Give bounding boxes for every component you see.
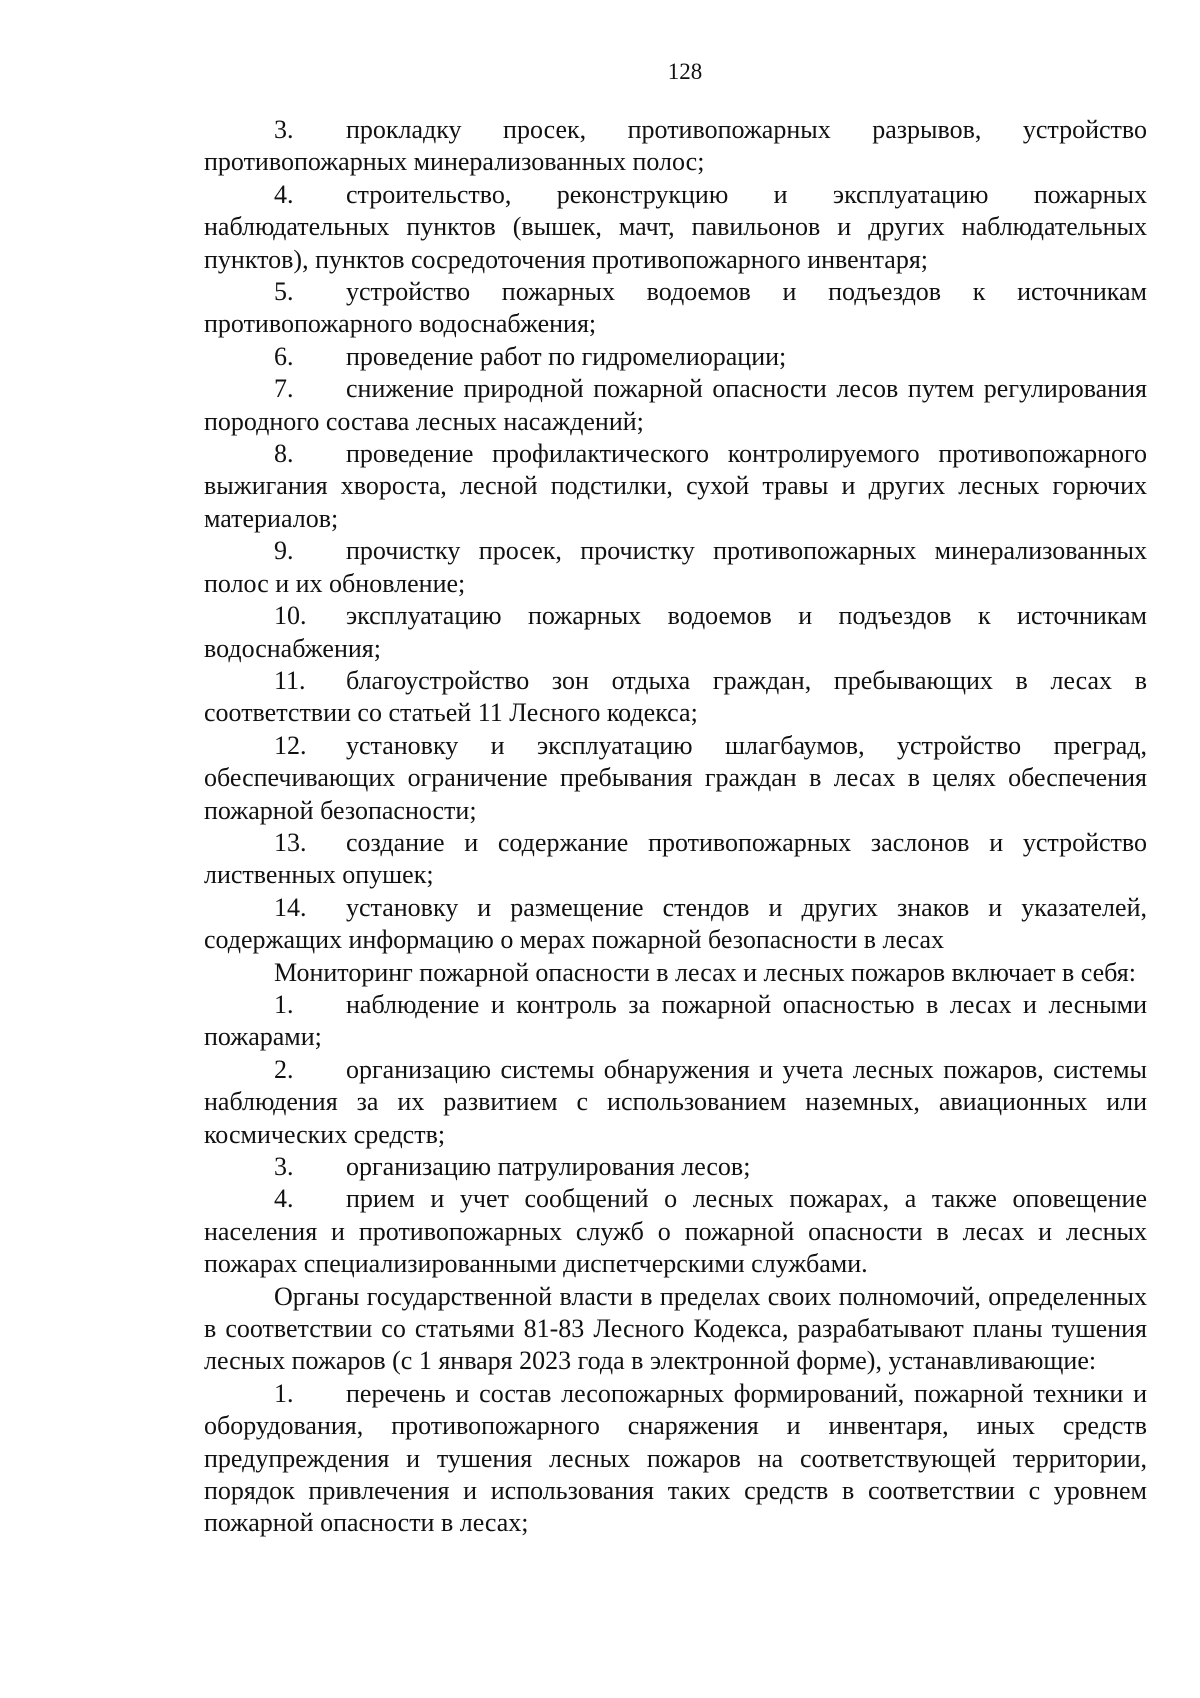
list-item — [204, 892, 1147, 957]
list-item — [204, 179, 1147, 276]
page-number: 128 — [667, 59, 703, 84]
list-item-text: перечень и состав лесопожарных формирований, пожарной техники и оборудования, противопожарного снаряжения и инвентаря, иных средств предупреждения и тушения лесных пожаров на соответствующей территории, порядок привлечения и использования таких средств в соответствии с уровнем пожарной опасности в лесах; — [204, 1378, 1147, 1538]
list-item-text: организацию системы обнаружения и учета лесных пожаров, системы наблюдения за их развитием с использованием наземных, авиационных или космических средств; — [204, 1054, 1147, 1149]
list-item — [204, 1054, 1147, 1151]
list-item — [204, 665, 1147, 730]
list-item-number: 1. — [274, 1378, 294, 1408]
list-item-number: 10. — [274, 601, 307, 631]
list-item-text: снижение природной пожарной опасности лесов путем регулирования породного состава лесных насаждений; — [204, 374, 1147, 436]
list-item — [204, 1183, 1147, 1280]
measures-list — [204, 114, 1147, 957]
list-item — [204, 730, 1147, 827]
list-item-text: эксплуатацию пожарных водоемов и подъездов к источникам водоснабжения; — [204, 601, 1147, 663]
list-item-number: 4. — [274, 179, 294, 209]
plans-list — [204, 1378, 1147, 1540]
list-item-text: прием и учет сообщений о лесных пожарах, а также оповещение населения и противопожарных служб о пожарной опасности в лесах и лесных пожарах специализированными диспетчерскими службами. — [204, 1184, 1147, 1279]
list-item-number: 2. — [274, 1054, 294, 1084]
list-item-text: установку и размещение стендов и других знаков и указателей, содержащих информацию о мерах пожарной безопасности в лесах — [204, 892, 1147, 955]
list-item — [204, 1151, 1147, 1183]
list-item — [204, 114, 1147, 179]
list-item-number: 8. — [274, 439, 294, 469]
list-item-number: 3. — [274, 115, 294, 144]
list-item — [204, 989, 1147, 1054]
list-item-number: 13. — [274, 827, 307, 857]
list-item-number: 12. — [274, 730, 307, 760]
list-item — [204, 276, 1147, 341]
page-content — [204, 114, 1147, 1540]
list-item — [204, 438, 1147, 535]
monitoring-intro-paragraph: Мониторинг пожарной опасности в лесах и лесных пожаров включает в себя: — [274, 957, 1136, 987]
list-item — [204, 535, 1147, 600]
list-item-text: проведение работ по гидромелиорации; — [346, 341, 787, 371]
list-item-text: строительство, реконструкцию и эксплуатацию пожарных наблюдательных пунктов (вышек, мачт, павильонов и других наблюдательных пунктов), пунктов сосредоточения противопожарного инвентаря; — [204, 179, 1147, 274]
list-item-number: 1. — [274, 989, 294, 1019]
list-item-number: 7. — [274, 374, 294, 404]
list-item-number: 14. — [274, 892, 307, 922]
authorities-intro-paragraph: Органы государственной власти в пределах своих полномочий, определенных в соответствии со статьями 81-83 Лесного Кодекса, разрабатывают планы тушения лесных пожаров (с 1 января 2023 года в электронной форме), устанавливающие: — [204, 1281, 1147, 1376]
list-item-number: 6. — [274, 341, 294, 371]
list-item — [204, 373, 1147, 438]
monitoring-list — [204, 989, 1147, 1281]
list-item — [204, 600, 1147, 665]
list-item-text: создание и содержание противопожарных заслонов и устройство лиственных опушек; — [204, 827, 1147, 890]
list-item — [204, 341, 1147, 373]
list-item-number: 3. — [274, 1152, 294, 1181]
list-item — [204, 827, 1147, 892]
list-item-text: наблюдение и контроль за пожарной опасностью в лесах и лесными пожарами; — [204, 989, 1147, 1052]
list-item-text: прочистку просек, прочистку противопожарных минерализованных полос и их обновление; — [204, 536, 1147, 598]
list-item-text: благоустройство зон отдыха граждан, пребывающих в лесах в соответствии со статьей 11 Лесного кодекса; — [204, 665, 1147, 728]
list-item-number: 9. — [274, 536, 294, 566]
list-item-text: проведение профилактического контролируемого противопожарного выжигания хвороста, лесной подстилки, сухой травы и других лесных горючих материалов; — [204, 439, 1147, 533]
list-item-text: установку и эксплуатацию шлагбаумов, устройство преград, обеспечивающих ограничение пребывания граждан в лесах в целях обеспечения пожарной безопасности; — [204, 730, 1147, 825]
list-item-number: 5. — [274, 277, 294, 307]
list-item — [204, 1378, 1147, 1540]
list-item-number: 4. — [274, 1184, 294, 1214]
list-item-number: 11. — [274, 665, 306, 695]
list-item-text: организацию патрулирования лесов; — [346, 1152, 751, 1181]
list-item-text: прокладку просек, противопожарных разрывов, устройство противопожарных минерализованных полос; — [204, 115, 1147, 177]
list-item-text: устройство пожарных водоемов и подъездов к источникам противопожарного водоснабжения; — [204, 277, 1147, 339]
